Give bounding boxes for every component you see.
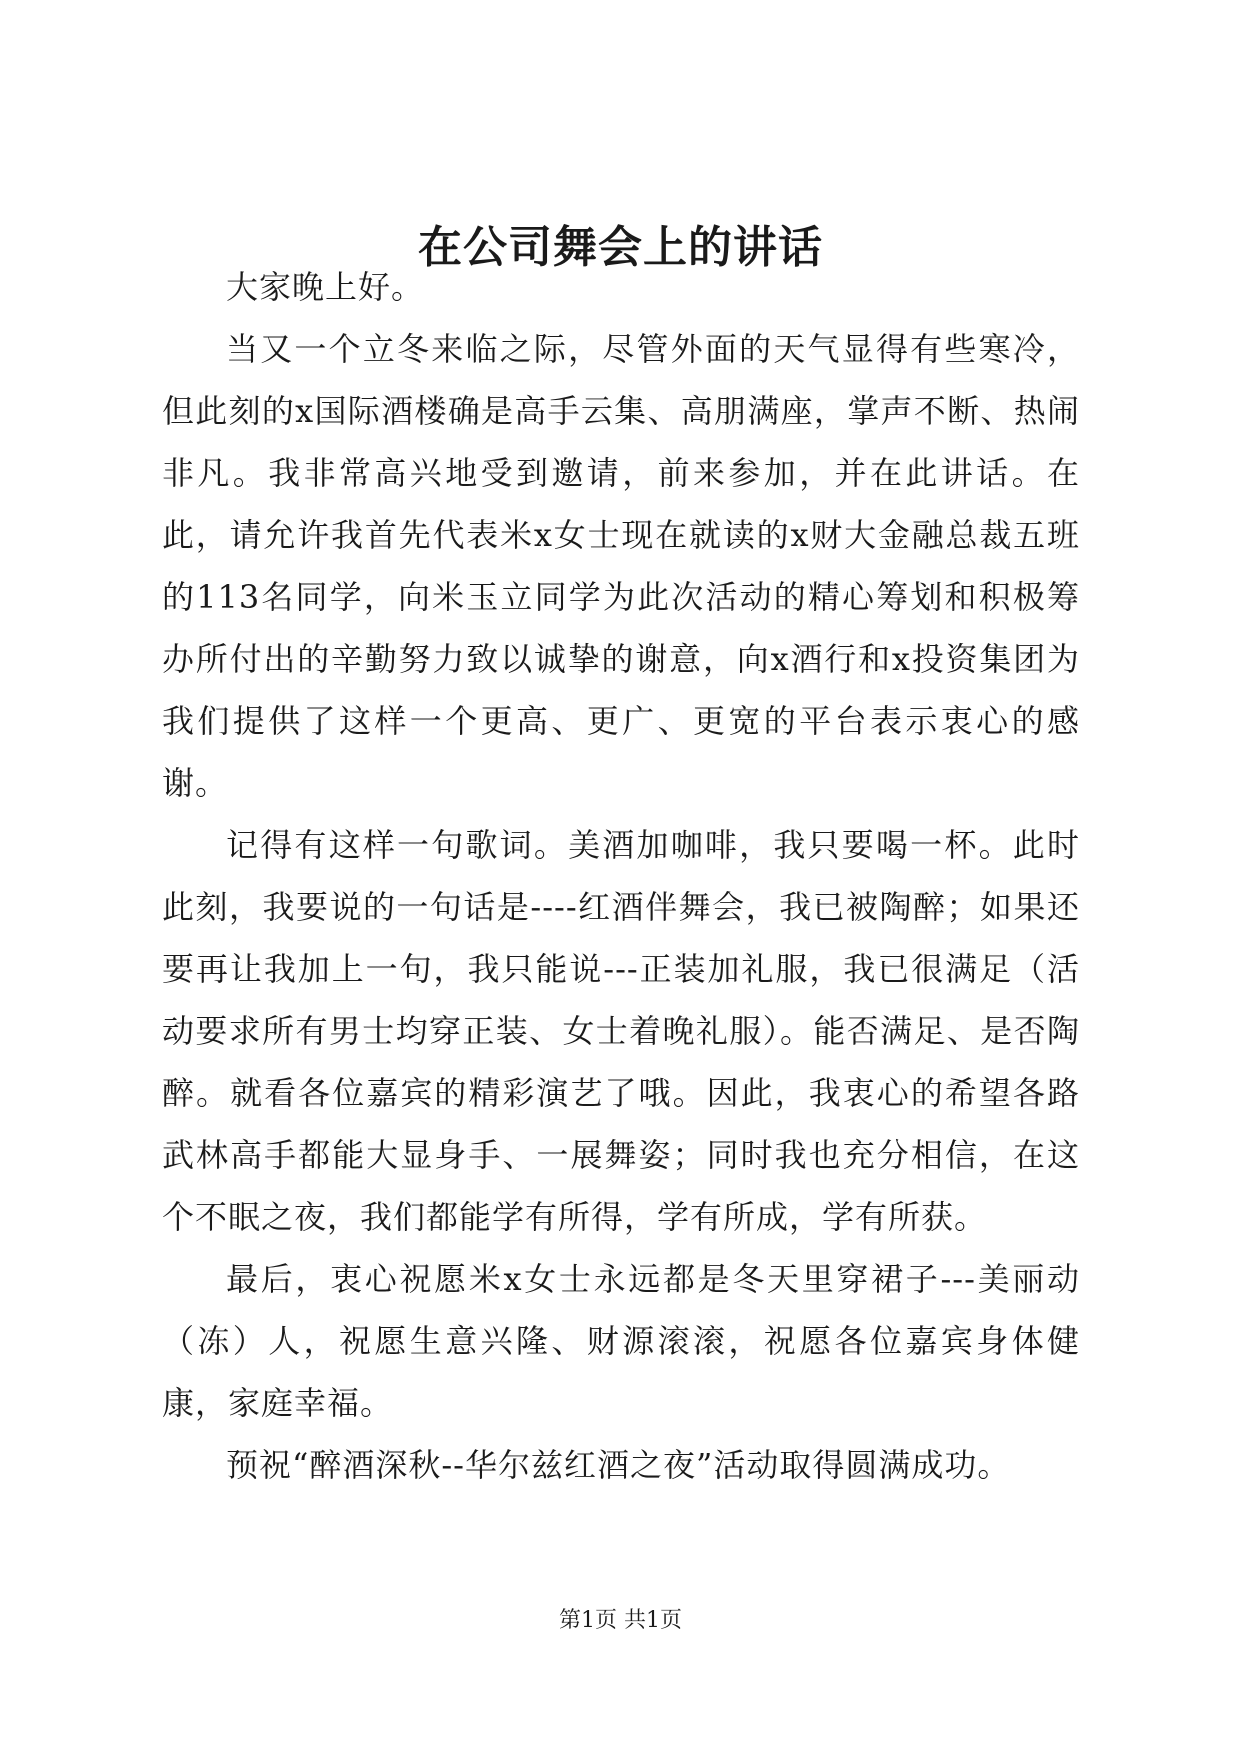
- document-title: 在公司舞会上的讲话: [418, 222, 823, 273]
- paragraph-opening: 当又一个立冬来临之际，尽管外面的天气显得有些寒冷，但此刻的x国际酒楼确是高手云集、高朋满座，掌声不断、热闹非凡。我非常高兴地受到邀请，前来参加，并在此讲话。在此，请允许我首先代表米x女士现在就读的x财大金融总裁五班的113名同学，向米玉立同学为此次活动的精心筹划和积极筹办所付出的辛勤努力致以诚挚的谢意，向x酒行和x投资集团为我们提供了这样一个更高、更广、更宽的平台表示衷心的感谢。: [162, 330, 1080, 802]
- document-body: [162, 256, 1080, 1496]
- paragraph-wishes: 最后，衷心祝愿米x女士永远都是冬天里穿裙子---美丽动（冻）人，祝愿生意兴隆、财源滚滚，祝愿各位嘉宾身体健康，家庭幸福。: [162, 1260, 1080, 1422]
- paragraph-closing: 预祝“醉酒深秋--华尔兹红酒之夜”活动取得圆满成功。: [226, 1446, 1011, 1484]
- paragraph-lyrics: 记得有这样一句歌词。美酒加咖啡，我只要喝一杯。此时此刻，我要说的一句话是----红酒伴舞会，我已被陶醉；如果还要再让我加上一句，我只能说---正装加礼服，我已很满足（活动要求所有男士均穿正装、女士着晚礼服）。能否满足、是否陶醉。就看各位嘉宾的精彩演艺了哦。因此，我衷心的希望各路武林高手都能大显身手、一展舞姿；同时我也充分相信，在这个不眠之夜，我们都能学有所得，学有所成，学有所获。: [162, 826, 1080, 1236]
- paragraph-greeting: 大家晚上好。: [226, 268, 425, 306]
- page-number-footer: 第1页 共1页: [559, 1608, 682, 1633]
